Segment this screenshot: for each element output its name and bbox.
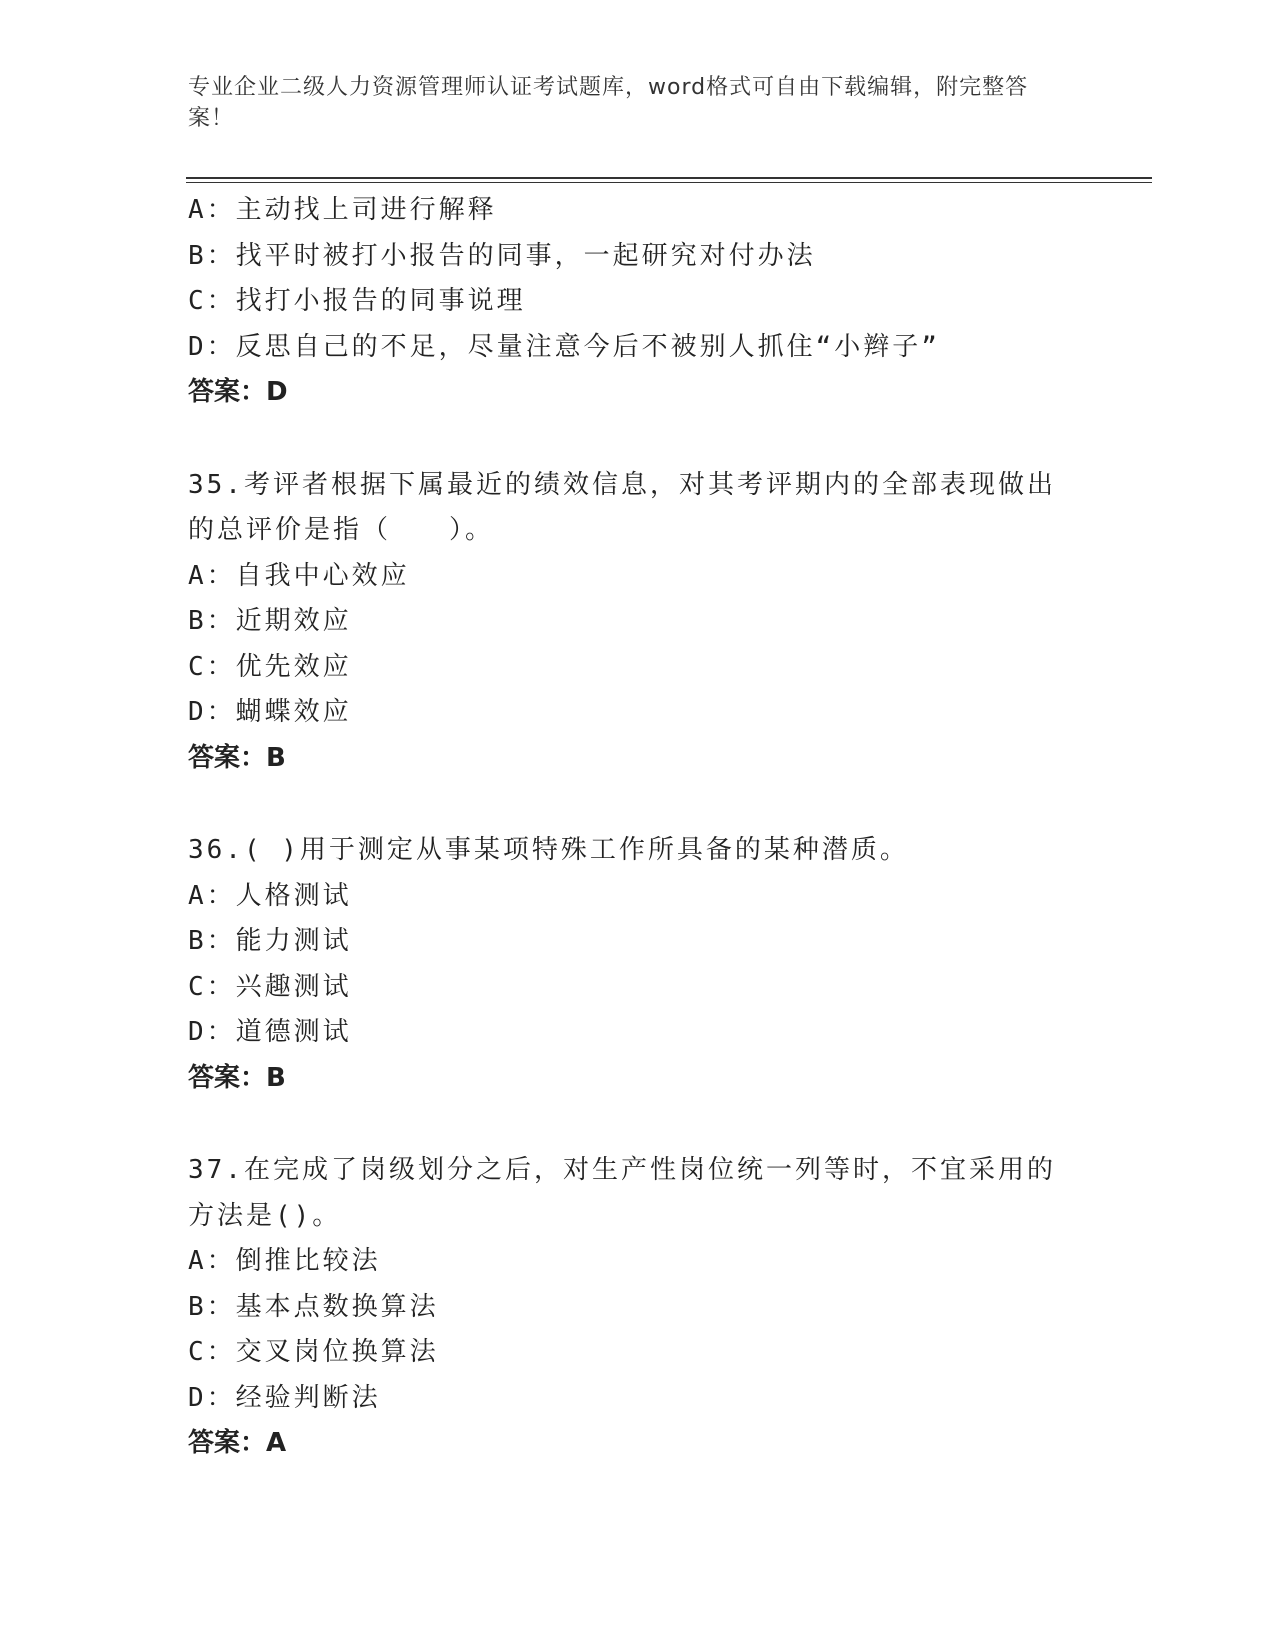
option-label: A： bbox=[188, 1246, 236, 1276]
option-b bbox=[188, 1285, 1088, 1331]
option-text: 反思自己的不足，尽量注意今后不被别人抓住“小辫子” bbox=[235, 331, 940, 362]
option-label: B： bbox=[188, 926, 236, 956]
option-text: 交叉岗位换算法 bbox=[235, 1337, 439, 1367]
option-c bbox=[188, 1330, 1088, 1376]
option-text: 优先效应 bbox=[235, 651, 352, 682]
document-header: 专业企业二级人力资源管理师认证考试题库，word格式可自由下载编辑，附完整答案！ bbox=[188, 75, 1029, 131]
option-label: B： bbox=[188, 1291, 236, 1322]
question-block-35 bbox=[188, 463, 1088, 782]
option-label: B： bbox=[188, 240, 236, 271]
answer-line: 答案：D bbox=[188, 377, 288, 407]
answer-line: 答案：B bbox=[188, 1062, 286, 1093]
option-text: 找平时被打小报告的同事，一起研究对付办法 bbox=[235, 240, 816, 271]
header-divider-thick bbox=[186, 177, 1152, 179]
option-text: 自我中心效应 bbox=[235, 560, 410, 591]
option-b bbox=[188, 919, 1088, 965]
option-d bbox=[188, 325, 1088, 371]
option-label: B： bbox=[188, 606, 236, 636]
option-text: 近期效应 bbox=[235, 606, 352, 636]
header-divider-thin bbox=[186, 182, 1152, 183]
option-label: D： bbox=[188, 697, 236, 727]
option-label: A： bbox=[188, 195, 236, 225]
question-stem: 35.考评者根据下属最近的绩效信息，对其考评期内的全部表现做出的总评价是指（ ）。 bbox=[188, 469, 1056, 545]
option-a bbox=[188, 874, 1088, 920]
option-text: 找打小报告的同事说理 bbox=[235, 286, 526, 316]
option-label: C： bbox=[188, 651, 236, 682]
question-list bbox=[188, 188, 1088, 1467]
option-d bbox=[188, 1010, 1088, 1056]
question-stem: 37.在完成了岗级划分之后，对生产性岗位统一列等时，不宜采用的方法是()。 bbox=[188, 1155, 1056, 1231]
answer-line: 答案：A bbox=[188, 1428, 287, 1458]
option-label: D： bbox=[188, 1017, 236, 1047]
option-label: A： bbox=[188, 560, 236, 591]
option-b bbox=[188, 234, 1088, 280]
option-text: 经验判断法 bbox=[235, 1382, 381, 1413]
option-a bbox=[188, 188, 1088, 234]
option-label: D： bbox=[188, 331, 236, 362]
option-label: C： bbox=[188, 286, 236, 316]
option-c bbox=[188, 645, 1088, 691]
option-text: 能力测试 bbox=[235, 926, 352, 956]
question-block-prev bbox=[188, 188, 1088, 416]
option-a bbox=[188, 1239, 1088, 1285]
option-d bbox=[188, 1376, 1088, 1422]
question-block-36 bbox=[188, 828, 1088, 1101]
option-label: D： bbox=[188, 1382, 236, 1413]
option-label: A： bbox=[188, 880, 236, 911]
question-stem: 36.( )用于测定从事某项特殊工作所具备的某种潜质。 bbox=[188, 835, 909, 865]
option-label: C： bbox=[188, 1337, 236, 1367]
option-text: 倒推比较法 bbox=[235, 1246, 381, 1276]
option-text: 兴趣测试 bbox=[235, 971, 352, 1002]
option-text: 基本点数换算法 bbox=[235, 1291, 439, 1322]
option-c bbox=[188, 965, 1088, 1011]
option-d bbox=[188, 690, 1088, 736]
option-text: 人格测试 bbox=[235, 880, 352, 911]
option-label: C： bbox=[188, 971, 236, 1002]
option-text: 道德测试 bbox=[235, 1017, 352, 1047]
answer-line: 答案：B bbox=[188, 742, 286, 773]
option-text: 蝴蝶效应 bbox=[235, 697, 352, 727]
option-a bbox=[188, 554, 1088, 600]
question-block-37 bbox=[188, 1148, 1088, 1467]
option-c bbox=[188, 279, 1088, 325]
option-b bbox=[188, 599, 1088, 645]
option-text: 主动找上司进行解释 bbox=[235, 195, 497, 225]
